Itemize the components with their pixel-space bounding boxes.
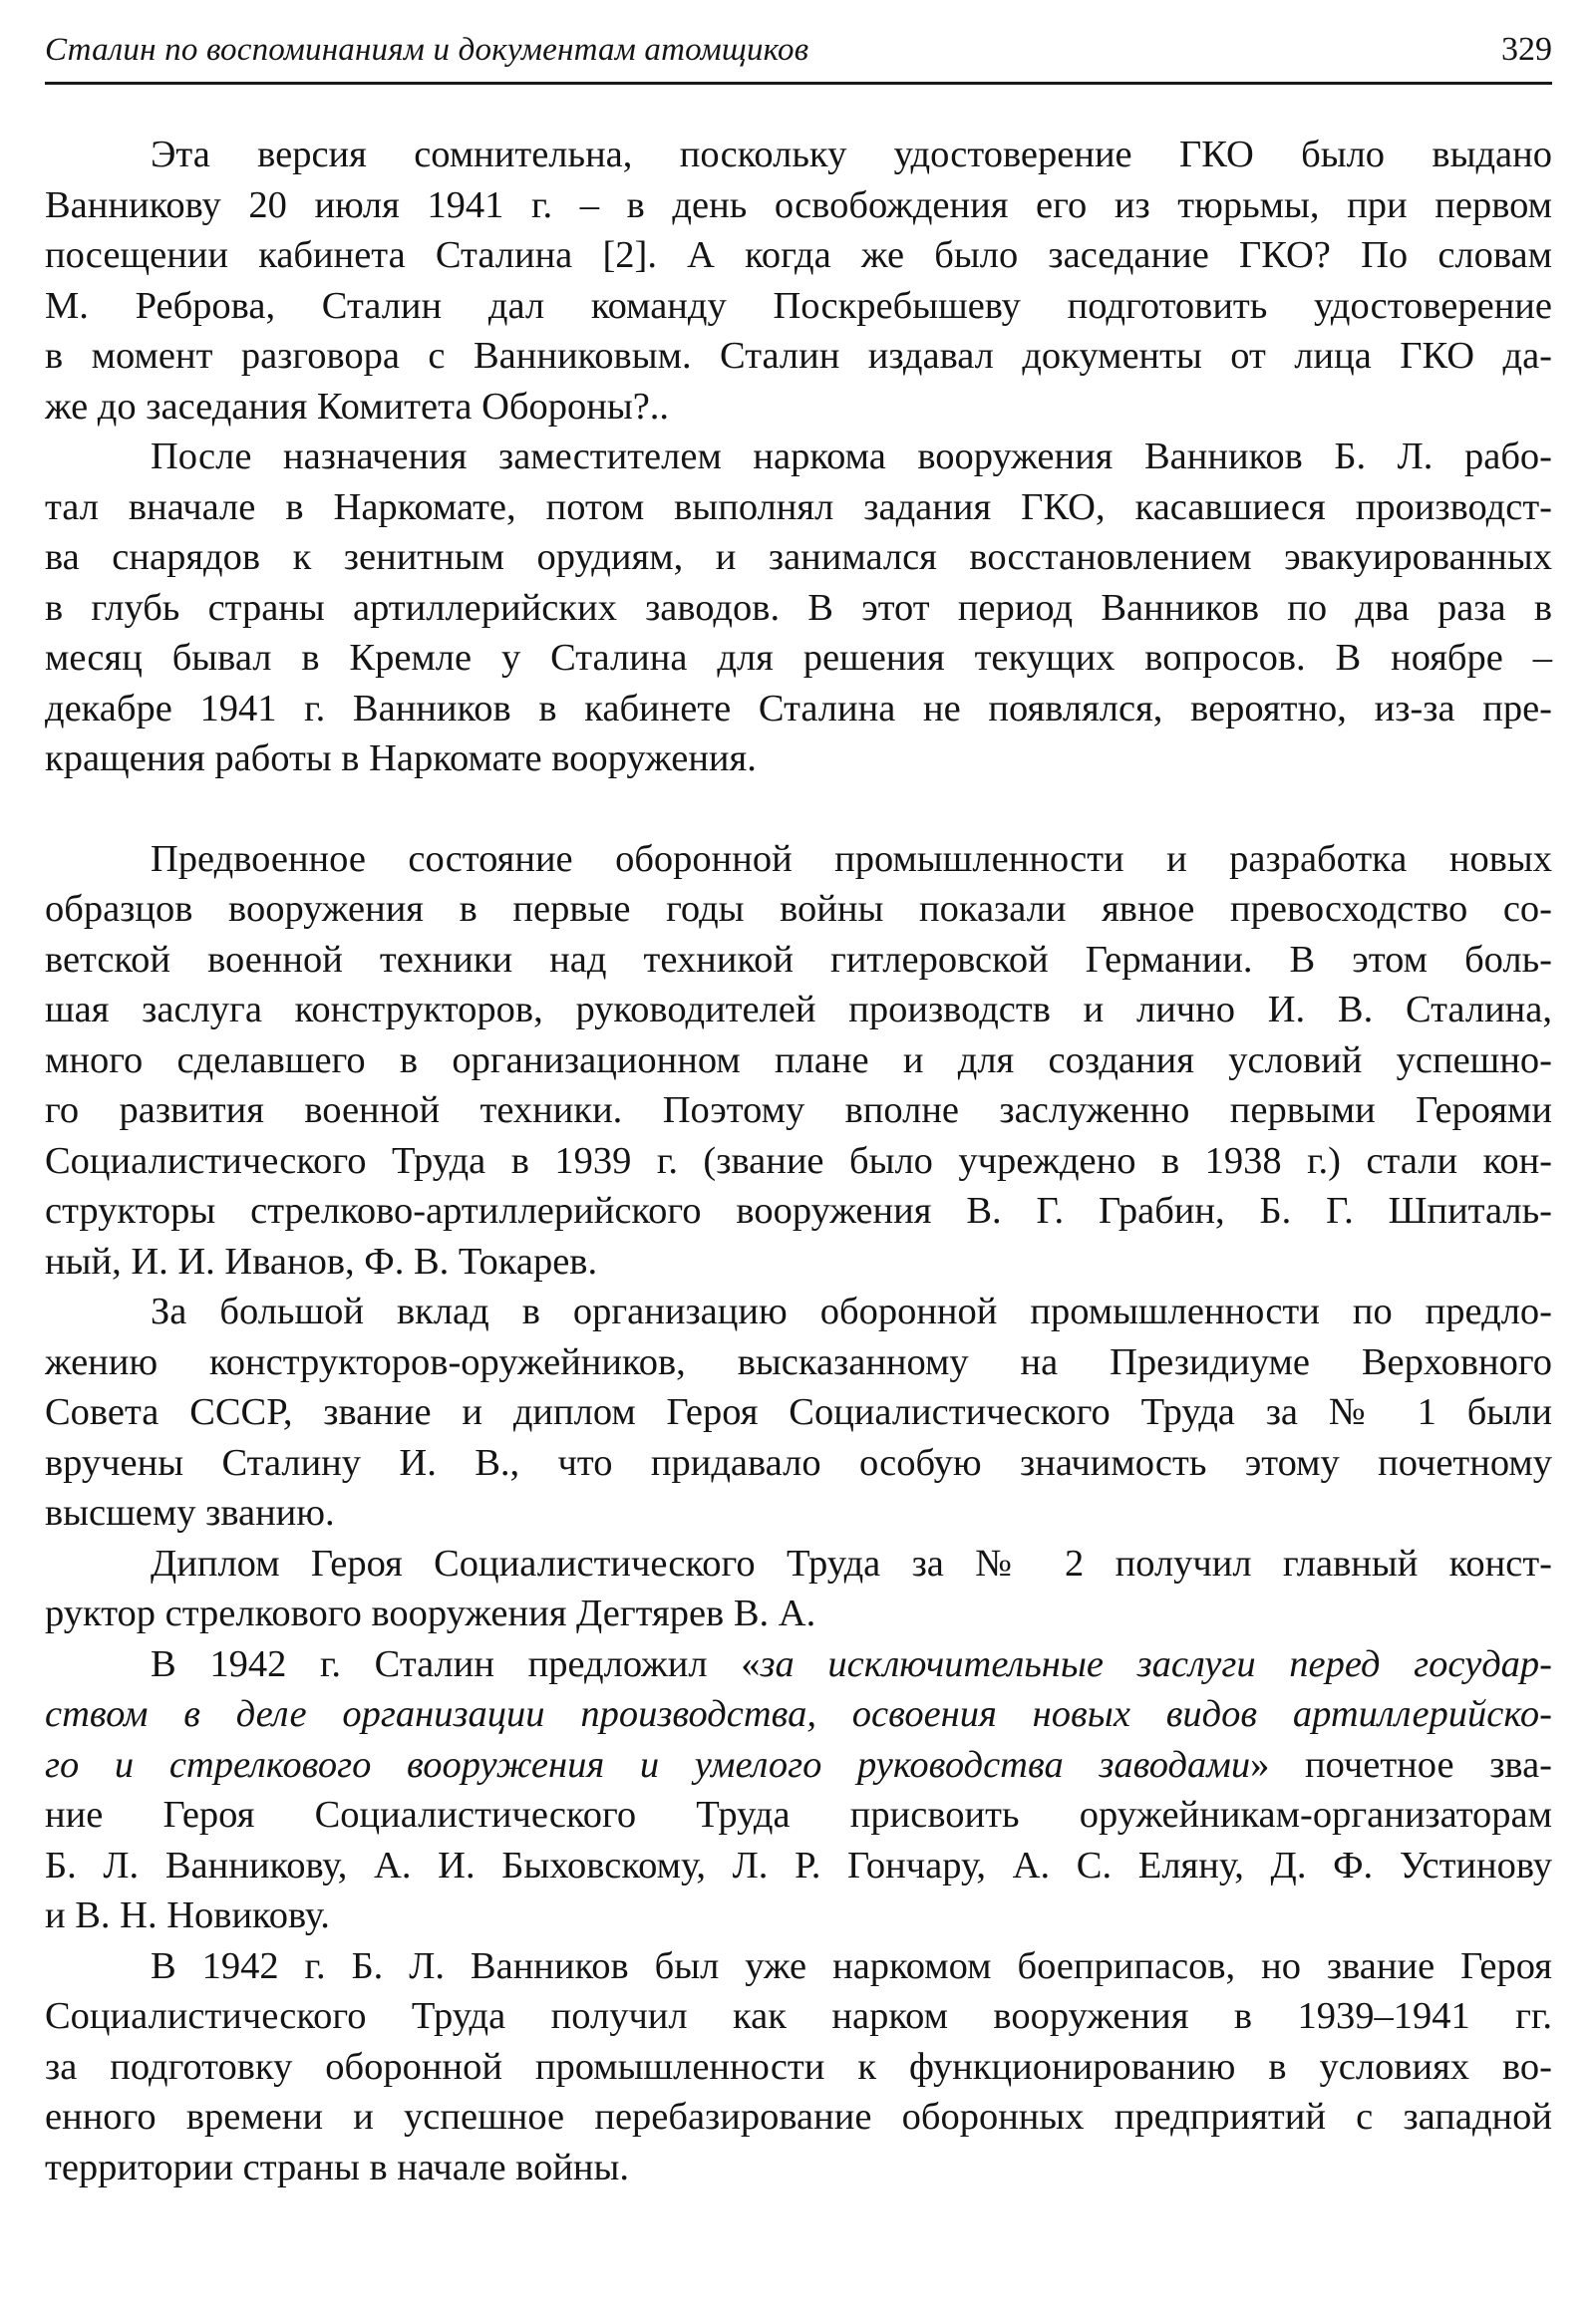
paragraph	[45, 432, 1552, 784]
text-line: После назначения заместителем наркома вооружения Ванников Б. Л. рабо-	[151, 436, 1552, 477]
text-section	[45, 834, 1552, 2193]
text-line: Эта версия сомнительна, поскольку удостоверение ГКО было выдано	[151, 134, 1552, 175]
text-line: ва снарядов к зенитным орудиям, и занимался восстановлением эвакуированных	[45, 536, 1552, 578]
text-line: в глубь страны артиллерийских заводов. В этот период Ванников по два раза в	[45, 586, 1552, 629]
text-line: руктор стрелкового вооружения Дегтярев В. А.	[45, 1593, 816, 1634]
paragraph	[45, 1287, 1552, 1539]
running-title: Сталин по воспоминаниям и документам атомщиков	[45, 32, 809, 68]
body-text	[45, 130, 1552, 2192]
text-line: М. Реброва, Сталин дал команду Поскребышеву подготовить удостоверение	[45, 284, 1552, 327]
text-segment: Б. Л. Ванникову, А. И. Быховскому, Л. Р. Гончару, А. С. Еляну, Д. Ф. Устинову	[45, 1844, 1552, 1887]
text-line: кращения работы в Наркомате вооружения.	[45, 737, 757, 779]
text-line	[45, 1790, 1552, 1841]
paragraph	[45, 1941, 1552, 2193]
text-segment: ние Героя Социалистического Труда присвоить оружейникам-организаторам	[45, 1794, 1552, 1836]
text-segment: » почетное зва-	[1250, 1743, 1552, 1786]
text-line: Ванникову 20 июля 1941 г. – в день освобождения его из тюрьмы, при первом	[45, 183, 1552, 226]
paragraph	[45, 1639, 1552, 1941]
text-segment: и В. Н. Новикову.	[45, 1894, 330, 1936]
text-line: вручены Сталину И. В., что придавало особую значимость этому почетному	[45, 1441, 1552, 1484]
text-line: много сделавшего в организационном плане и для создания условий успешно-	[45, 1038, 1552, 1081]
text-line: го развития военной техники. Поэтому вполне заслуженно первыми Героями	[45, 1089, 1552, 1131]
text-line: енного времени и успешное перебазирование оборонных предприятий с западной	[45, 2096, 1552, 2138]
italic-quote-segment: ством в деле организации производства, освоения новых видов артиллерийско-	[45, 1693, 1552, 1735]
page-number: 329	[1501, 31, 1552, 68]
running-header	[45, 24, 1552, 85]
text-line	[45, 1890, 1552, 1941]
text-line: месяц бывал в Кремле у Сталина для решения текущих вопросов. В ноябре –	[45, 637, 1552, 679]
text-line: шая заслуга конструкторов, руководителей производств и лично И. В. Сталина,	[45, 989, 1552, 1030]
text-section	[45, 130, 1552, 784]
text-line: Социалистического Труда получил как нарком вооружения в 1939–1941 гг.	[45, 1995, 1552, 2037]
text-line: территории страны в начале войны.	[45, 2146, 630, 2188]
text-line: Совета СССР, звание и диплом Героя Социалистического Труда за № 1 были	[45, 1391, 1552, 1433]
text-line	[45, 1841, 1552, 1891]
text-segment: В 1942 г. Сталин предложил «	[151, 1642, 761, 1685]
text-line: в момент разговора с Ванниковым. Сталин издавал документы от лица ГКО да-	[45, 335, 1552, 377]
text-line: жению конструкторов-оружейников, высказанному на Президиуме Верховного	[45, 1340, 1552, 1383]
paragraph	[45, 834, 1552, 1288]
text-line: Предвоенное состояние оборонной промышленности и разработка новых	[151, 837, 1552, 880]
text-line: структоры стрелково-артиллерийского вооружения В. Г. Грабин, Б. Г. Шпиталь-	[45, 1190, 1552, 1232]
text-line: ный, И. И. Иванов, Ф. В. Токарев.	[45, 1240, 598, 1283]
text-line: высшему званию.	[45, 1492, 335, 1534]
text-line: образцов вооружения в первые годы войны показали явное превосходство со-	[45, 888, 1552, 930]
text-line: В 1942 г. Б. Л. Ванников был уже наркомом боеприпасов, но звание Героя	[151, 1944, 1552, 1987]
paragraph	[45, 1539, 1552, 1639]
text-line: же до заседания Комитета Обороны?..	[45, 385, 670, 428]
text-line: Социалистического Труда в 1939 г. (звание было учреждено в 1938 г.) стали кон-	[45, 1139, 1552, 1182]
italic-quote-segment: за исключительные заслуги перед государ-	[760, 1642, 1552, 1685]
text-line: ветской военной техники над техникой гитлеровской Германии. В этом боль-	[45, 938, 1552, 981]
italic-quote-segment: го и стрелкового вооружения и умелого руководства заводами	[45, 1743, 1251, 1786]
text-line	[45, 1639, 1552, 1690]
text-line: Диплом Героя Социалистического Труда за № 2 получил главный конст-	[151, 1542, 1552, 1585]
text-line	[45, 1740, 1552, 1791]
paragraph	[45, 130, 1552, 432]
text-line	[45, 1689, 1552, 1740]
text-line: тал вначале в Наркомате, потом выполнял задания ГКО, касавшиеся производст-	[45, 485, 1552, 528]
text-line: декабре 1941 г. Ванников в кабинете Сталина не появлялся, вероятно, из-за пре-	[45, 687, 1552, 729]
text-line: За большой вклад в организацию оборонной промышленности по предло-	[151, 1291, 1552, 1332]
text-line: за подготовку оборонной промышленности к функционированию в условиях во-	[45, 2045, 1552, 2088]
text-line: посещении кабинета Сталина [2]. А когда же было заседание ГКО? По словам	[45, 234, 1552, 276]
